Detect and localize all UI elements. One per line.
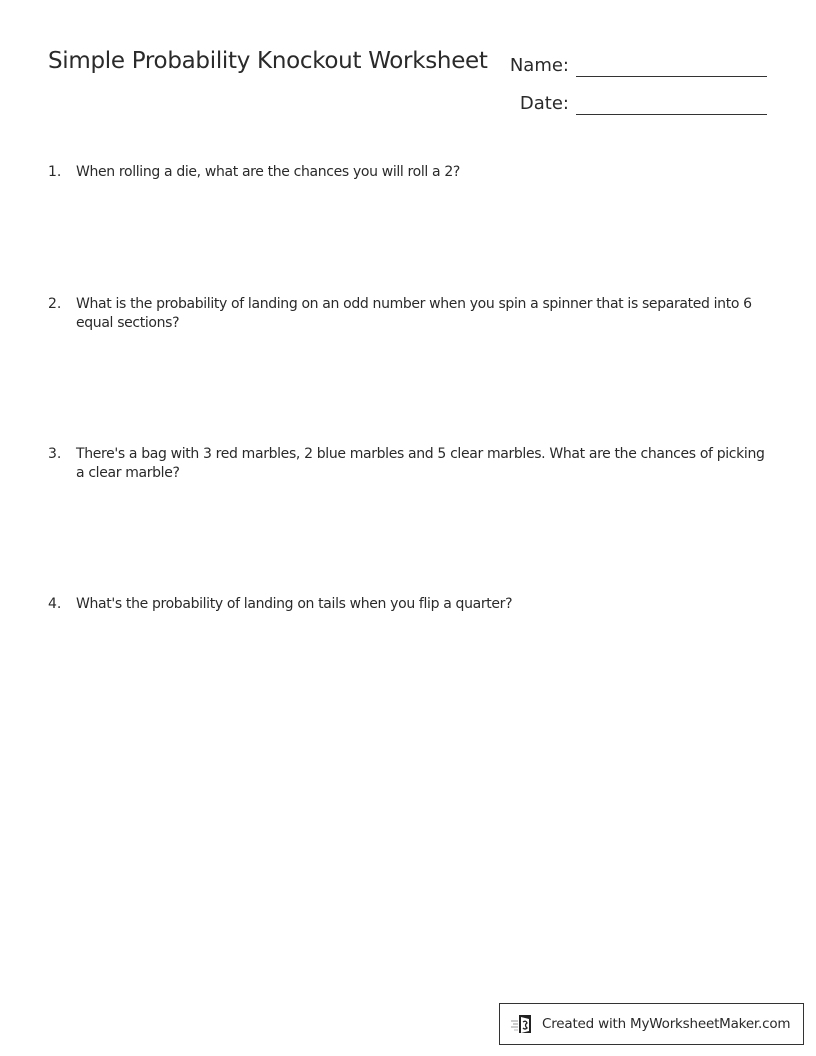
name-field (499, 54, 767, 77)
question-number: 3. (48, 446, 62, 462)
question-text: What's the probability of landing on tails when you flip a quarter? (76, 596, 513, 612)
name-label: Name: (509, 55, 569, 76)
question-text: There's a bag with 3 red marbles, 2 blue marbles and 5 clear marbles. What are the chances of picking a clear marble? (76, 446, 765, 481)
question-number: 2. (48, 296, 62, 312)
date-blank-line (576, 92, 767, 115)
question-number: 1. (48, 164, 62, 180)
page-title: Simple Probability Knockout Worksheet (48, 48, 488, 74)
worksheet-maker-logo-icon (510, 1013, 536, 1035)
footer-text: Created with MyWorksheetMaker.com (542, 1016, 791, 1032)
created-with-badge[interactable] (499, 1003, 804, 1045)
question-text: When rolling a die, what are the chances you will roll a 2? (76, 164, 461, 180)
date-field (499, 92, 767, 115)
question-item (48, 445, 773, 483)
name-blank-line (576, 54, 767, 77)
question-item (48, 595, 773, 614)
question-item (48, 295, 773, 333)
date-label: Date: (519, 93, 569, 114)
question-number: 4. (48, 596, 62, 612)
question-item (48, 163, 773, 182)
question-text: What is the probability of landing on an odd number when you spin a spinner that is separated into 6 equal sections? (76, 296, 752, 331)
